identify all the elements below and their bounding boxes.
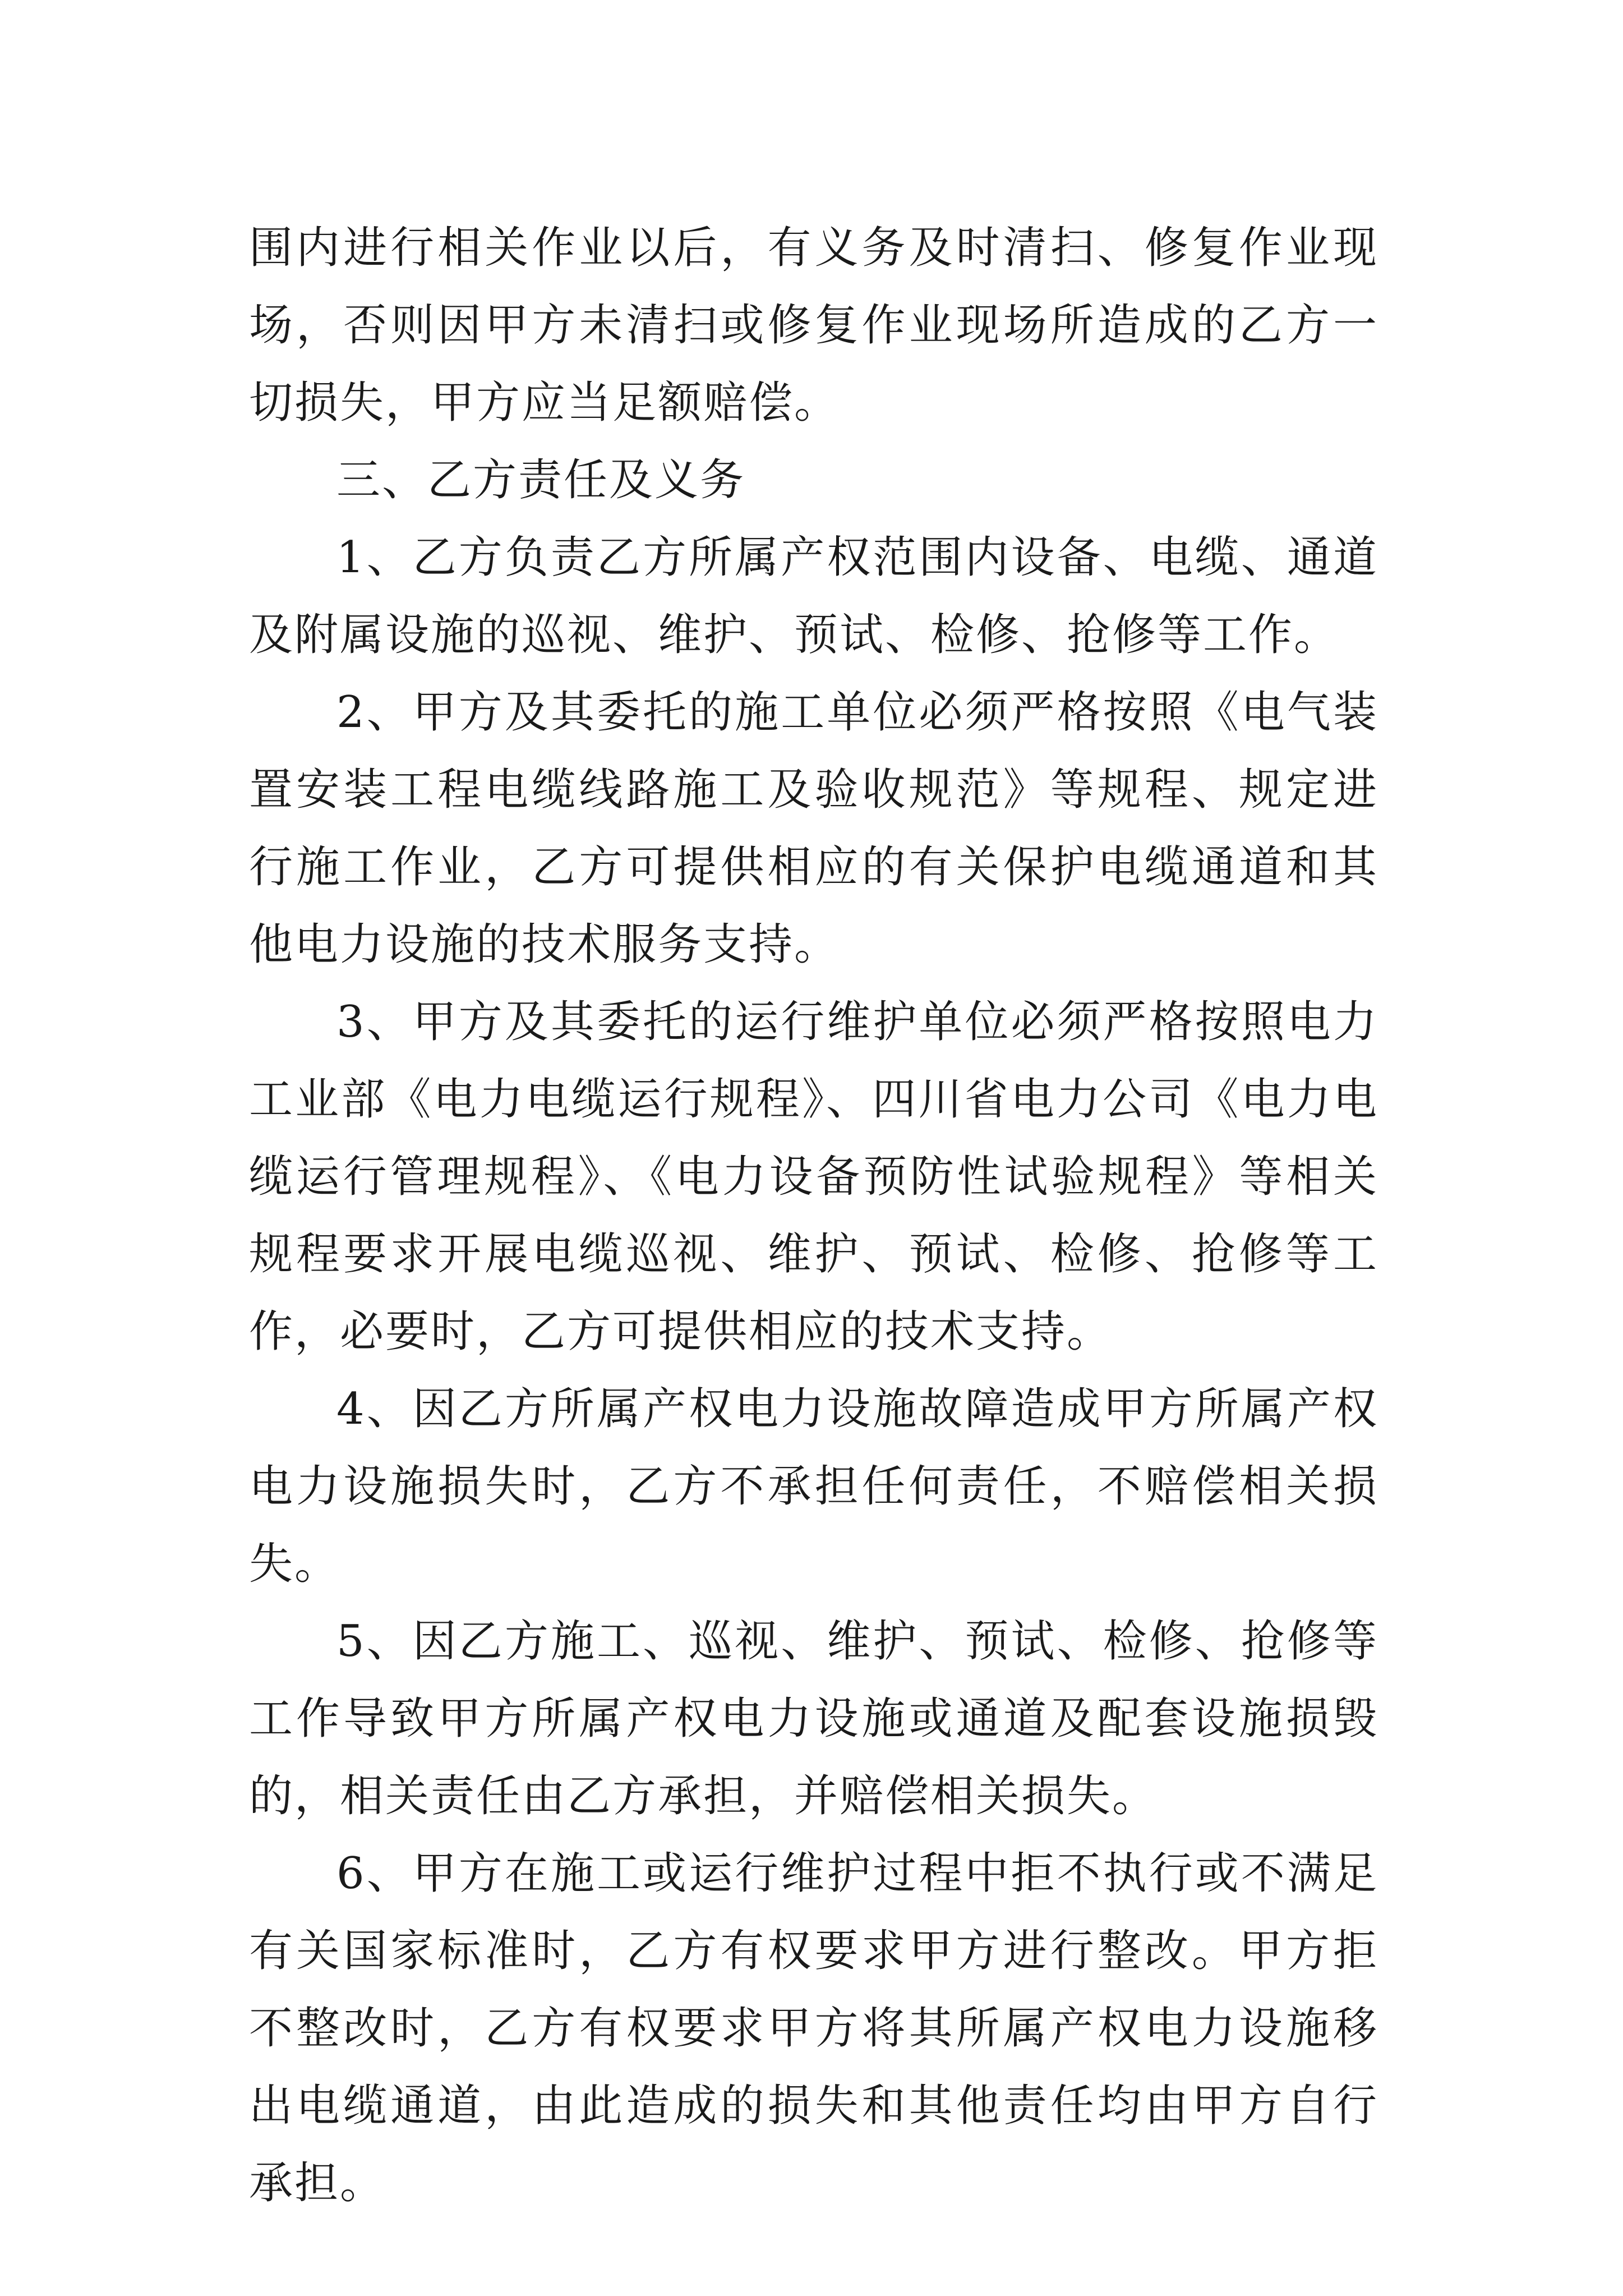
clause-5: 5、因乙方施工、巡视、维护、预试、检修、抢修等工作导致甲方所属产权电力设施或通道及配套设施损毁的，相关责任由乙方承担，并赔偿相关损失。: [249, 1616, 1378, 1821]
document-body: [249, 209, 1378, 2222]
clause-2: 2、甲方及其委托的施工单位必须严格按照《电气装置安装工程电缆线路施工及验收规范》等规程、规定进行施工作业，乙方可提供相应的有关保护电缆通道和其他电力设施的技术服务支持。: [249, 687, 1378, 970]
paragraph-continuation: 围内进行相关作业以后，有义务及时清扫、修复作业现场，否则因甲方未清扫或修复作业现场所造成的乙方一切损失，甲方应当足额赔偿。: [249, 223, 1378, 428]
section-heading-party-b-duties: 三、乙方责任及义务: [336, 455, 746, 505]
clause-1: 1、乙方负责乙方所属产权范围内设备、电缆、通道及附属设施的巡视、维护、预试、检修、抢修等工作。: [249, 532, 1378, 660]
clause-6: 6、甲方在施工或运行维护过程中拒不执行或不满足有关国家标准时，乙方有权要求甲方进行整改。甲方拒不整改时，乙方有权要求甲方将其所属产权电力设施移出电缆通道，由此造成的损失和其他责任均由甲方自行承担。: [249, 1848, 1378, 2208]
clause-3: 3、甲方及其委托的运行维护单位必须严格按照电力工业部《电力电缆运行规程》、四川省电力公司《电力电缆运行管理规程》、《电力设备预防性试验规程》等相关规程要求开展电缆巡视、维护、预试、检修、抢修等工作，必要时，乙方可提供相应的技术支持。: [249, 997, 1378, 1357]
clause-4: 4、因乙方所属产权电力设施故障造成甲方所属产权电力设施损失时，乙方不承担任何责任，不赔偿相关损失。: [249, 1384, 1378, 1589]
